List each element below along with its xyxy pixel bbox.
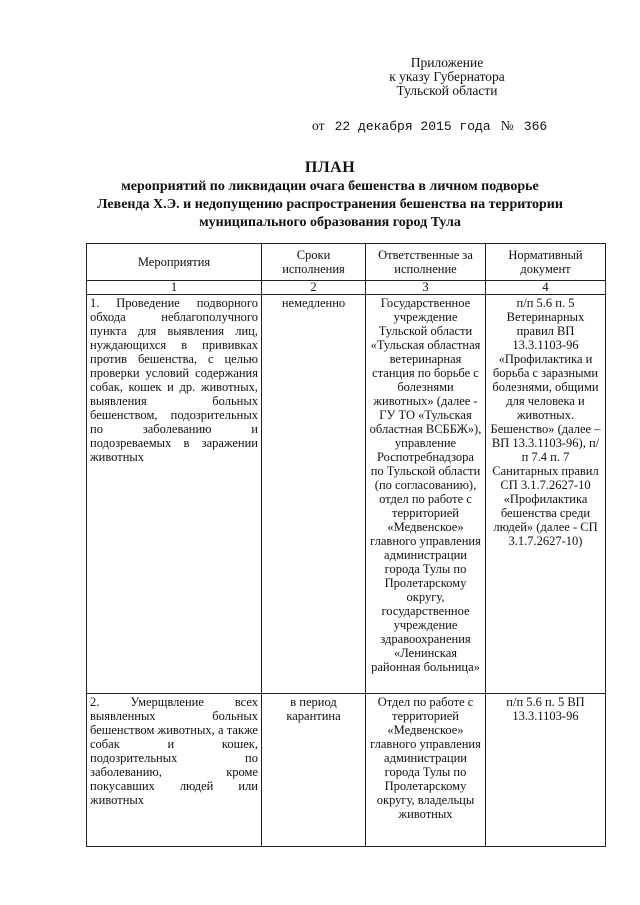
title-line: муниципального образования город Тула [199,215,461,230]
appendix-line: к указу Губернатора [389,69,505,84]
title-line: мероприятий по ликвидации очага бешенства в личном подворье [121,179,539,194]
table-row [87,694,606,847]
decree-number: 366 [523,119,548,134]
appendix-header [372,56,522,98]
column-number: 3 [366,281,486,295]
column-header-measures: Мероприятия [87,244,262,281]
table-row [87,295,606,694]
appendix-line: Тульской области [396,83,498,98]
document-cell: п/п 5.6 п. 5 Ветеринарных правил ВП 13.3.1103-96 «Профилактика и борьба с заразными болезнями, общими для человека и животных. Бешенство» (далее – ВП 13.3.1103-96), п/п 7.4 п. 7 Санитарных правил СП 3.1.7.2627-10 «Профилактика бешенства среди людей» (далее - СП 3.1.7.2627-10) [486,295,606,694]
plan-table [86,243,606,847]
document-cell: п/п 5.6 п. 5 ВП 13.3.1103-96 [486,694,606,847]
title-line: Левенда Х.Э. и недопущению распространения бешенства на территории [97,197,563,212]
table-header-row [87,244,606,281]
measure-cell: 1. Проведение подворного обхода неблагополучного пункта для выявления лиц, нуждающихся в прививках против бешенства, с целью проверки условий содержания собак, кошек и др. животных, выявления больных бешенством, подозрительных по заболеванию и подозреваемых в заражении животных [87,295,262,694]
deadline-cell: немедленно [262,295,366,694]
column-header-responsible: Ответственные за исполнение [366,244,486,281]
column-number: 2 [262,281,366,295]
responsible-cell: Государственное учреждение Тульской области «Тульская областная ветеринарная станция по борьбе с болезнями животных» (далее - ГУ ТО «Тульская областная ВСББЖ»), управление Роспотребнадзора по Тульской области (по согласованию), отдел по работе с территорией «Медвенское» главного управления администрации города Тулы по Пролетарскому округу, государственное учреждение здравоохранения «Ленинская районная больница» [366,295,486,694]
decree-date-line [312,118,547,134]
number-sign: № [500,118,514,133]
appendix-line: Приложение [410,55,484,70]
column-number: 1 [87,281,262,295]
column-number-row [87,281,606,295]
deadline-cell: в период карантина [262,694,366,847]
responsible-cell: Отдел по работе с территорией «Медвенское» главного управления администрации города Тулы по Пролетарскому округу, владельцы животных [366,694,486,847]
date-prefix: от [312,118,325,133]
column-number: 4 [486,281,606,295]
measure-cell: 2. Умерщвление всех выявленных больных бешенством животных, а также собак и кошек, подозрительных по заболеванию, кроме покусавших людей или животных [87,694,262,847]
decree-date: 22 декабря 2015 года [334,119,491,134]
title-heading: ПЛАН [304,159,356,176]
document-title [70,158,590,232]
column-header-deadline: Сроки исполнения [262,244,366,281]
column-header-document: Нормативный документ [486,244,606,281]
